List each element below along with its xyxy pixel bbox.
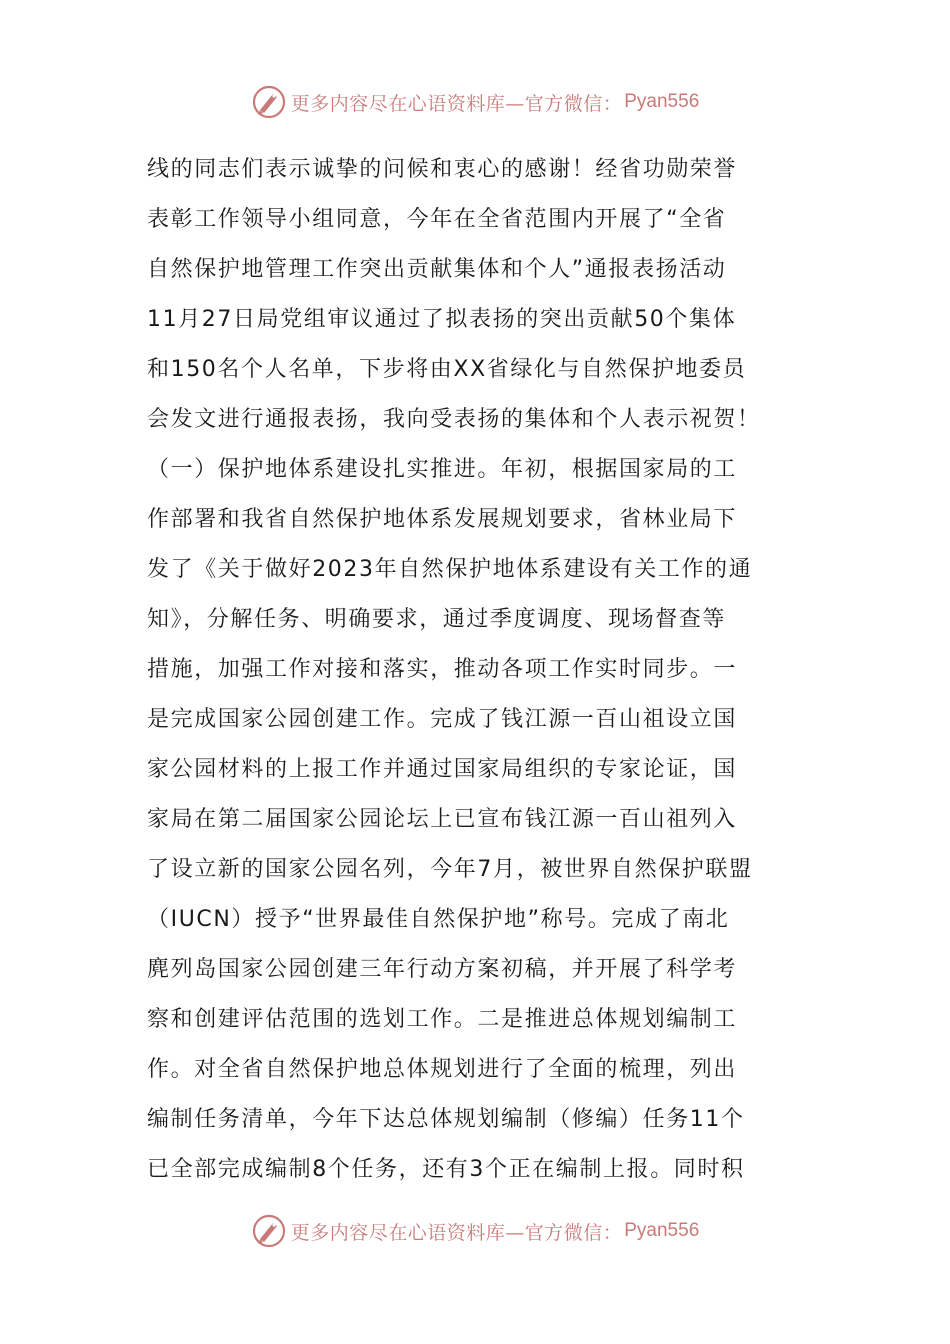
- pen-logo-icon: [251, 84, 287, 120]
- text-line: 和150名个人名单，下步将由XX省绿化与自然保护地委员: [147, 357, 747, 382]
- text-line: 作部署和我省自然保护地体系发展规划要求，省林业局下: [147, 507, 738, 532]
- watermark-wechat-id: Pyan556: [624, 91, 700, 112]
- text-line: 作。对全省自然保护地总体规划进行了全面的梳理，列出: [147, 1057, 738, 1082]
- pen-logo-icon: [251, 1213, 287, 1249]
- text-line: 知》，分解任务、明确要求，通过季度调度、现场督查等: [147, 607, 727, 632]
- text-line: （IUCN）授予“世界最佳自然保护地”称号。完成了南北: [147, 907, 730, 932]
- watermark-text: 更多内容尽在心语资料库—官方微信：: [290, 1221, 623, 1244]
- watermark-wechat-id: Pyan556: [624, 1220, 700, 1241]
- text-line: 线的同志们表示诚挚的问候和衷心的感谢！经省功勋荣誉: [147, 157, 738, 182]
- text-line: 家局在第二届国家公园论坛上已宣布钱江源一百山祖列入: [147, 807, 738, 832]
- footer-watermark: [0, 1211, 950, 1251]
- text-line: 会发文进行通报表扬，我向受表扬的集体和个人表示祝贺！: [147, 407, 761, 432]
- text-line: 察和创建评估范围的选划工作。二是推进总体规划编制工: [147, 1007, 738, 1032]
- text-line: 已全部完成编制8个任务，还有3个正在编制上报。同时积: [147, 1157, 745, 1182]
- text-line: 措施，加强工作对接和落实，推动各项工作实时同步。一: [147, 657, 738, 682]
- text-line: 11月27日局党组审议通过了拟表扬的突出贡献50个集体: [147, 307, 737, 332]
- text-line: 自然保护地管理工作突出贡献集体和个人”通报表扬活动: [147, 257, 727, 282]
- text-line: （一）保护地体系建设扎实推进。年初，根据国家局的工: [147, 457, 738, 482]
- text-line: 是完成国家公园创建工作。完成了钱江源一百山祖设立国: [147, 707, 738, 732]
- text-line: 了设立新的国家公园名列，今年7月，被世界自然保护联盟: [147, 857, 753, 882]
- document-body: [147, 145, 807, 1195]
- text-line: 表彰工作领导小组同意，今年在全省范围内开展了“全省: [147, 207, 727, 232]
- header-watermark: [0, 82, 950, 122]
- text-line: 麂列岛国家公园创建三年行动方案初稿，并开展了科学考: [147, 957, 738, 982]
- text-line: 发了《关于做好2023年自然保护地体系建设有关工作的通: [147, 557, 753, 582]
- watermark-text: 更多内容尽在心语资料库—官方微信：: [290, 92, 623, 115]
- text-line: 编制任务清单，今年下达总体规划编制（修编）任务11个: [147, 1107, 745, 1132]
- text-line: 家公园材料的上报工作并通过国家局组织的专家论证，国: [147, 757, 738, 782]
